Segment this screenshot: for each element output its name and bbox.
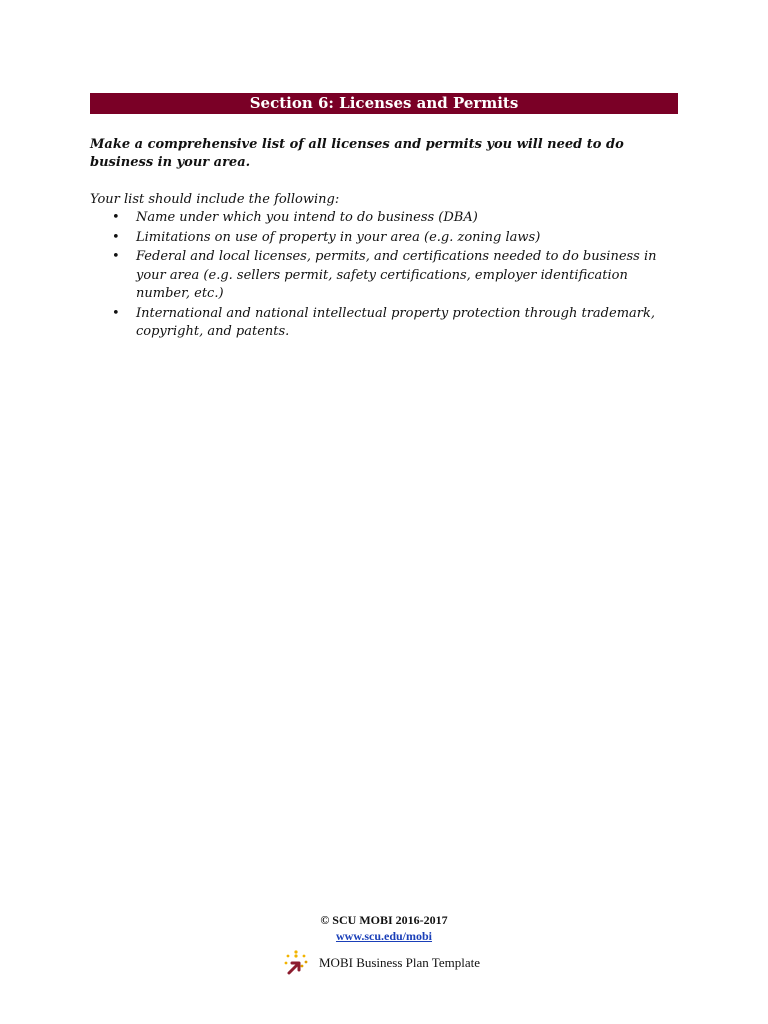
section-title: Section 6: Licenses and Permits: [249, 94, 519, 112]
bullet-icon: •: [112, 305, 120, 321]
section-title-bar: [90, 93, 678, 114]
list-item-text: Federal and local licenses, permits, and certifications needed to do business in your area (e.g. sellers permit, safety certifications, employer identification number, etc.): [136, 249, 657, 301]
footer-website-link[interactable]: www.scu.edu/mobi: [335, 929, 433, 943]
bullet-icon: •: [112, 249, 120, 264]
list-item: [90, 248, 680, 304]
footer-copyright: © SCU MOBI 2016-2017: [320, 913, 448, 927]
list-item-text: Limitations on use of property in your area (e.g. zoning laws): [136, 229, 541, 245]
requirements-list: [90, 209, 680, 343]
list-item: [90, 305, 680, 342]
footer-link-wrapper: [0, 928, 768, 944]
list-item-text: International and national intellectual property protection through trademark, copyright, and patents.: [136, 305, 655, 339]
list-lead-text: Your list should include the following:: [90, 192, 340, 207]
list-item: [90, 229, 680, 248]
footer-brand-text: MOBI Business Plan Template: [319, 955, 480, 970]
list-item-text: Name under which you intend to do business (DBA): [136, 210, 478, 225]
footer-brand: [283, 948, 480, 978]
intro-instruction: Make a comprehensive list of all licenses and permits you will need to do business in your area.: [90, 137, 624, 170]
mobi-logo-icon: [283, 949, 311, 977]
bullet-icon: •: [112, 210, 120, 225]
bullet-icon: •: [112, 229, 120, 245]
list-item: [90, 209, 680, 228]
